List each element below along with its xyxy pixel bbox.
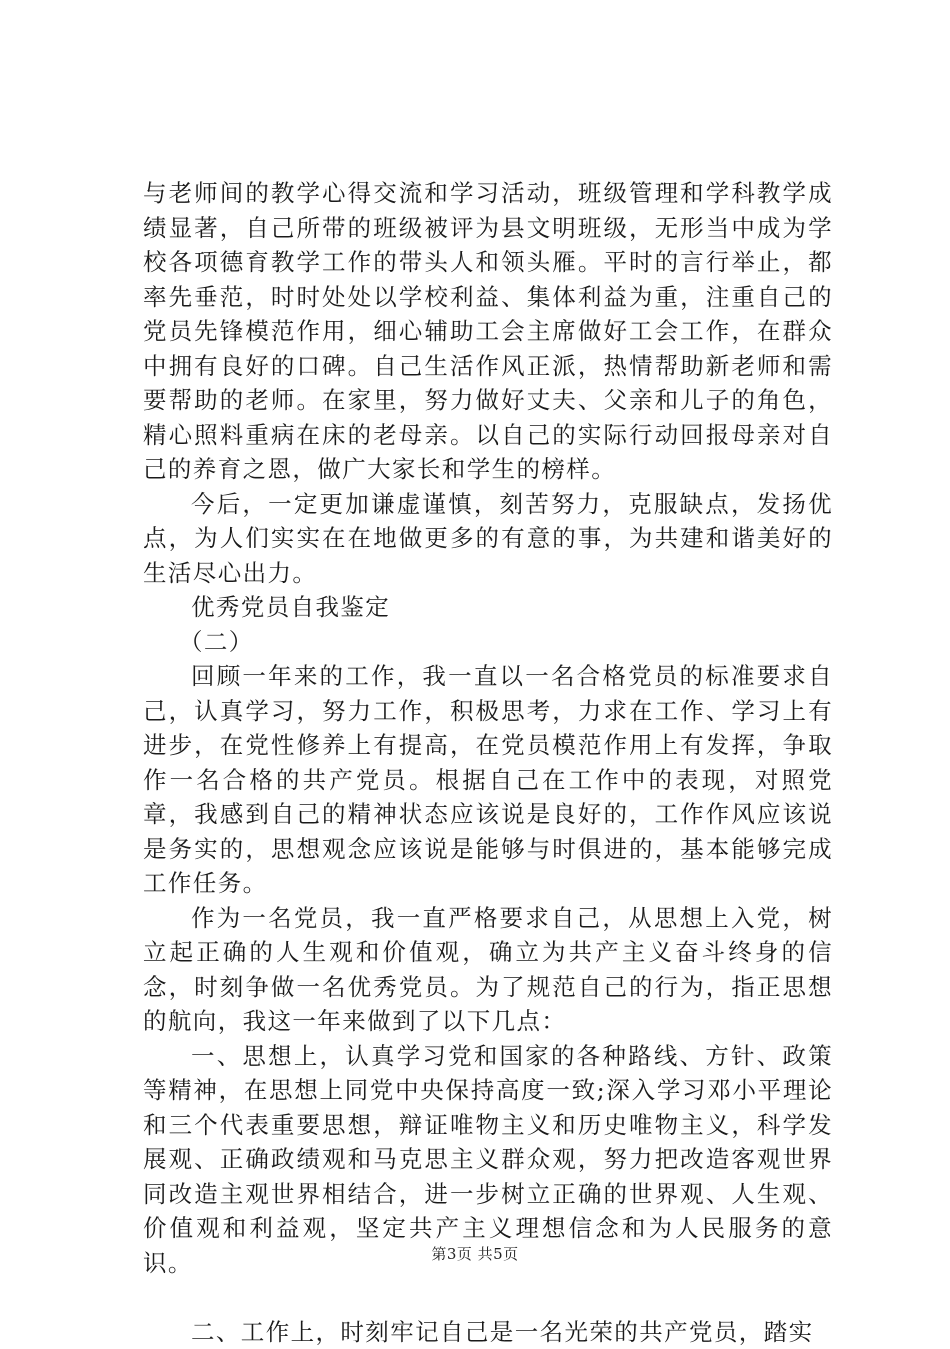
paragraph-continuation: 与老师间的教学心得交流和学习活动，班级管理和学科教学成绩显著，自己所带的班级被评为县文明班级，无形当中成为学校各项德育教学工作的带头人和领头雁。平时的言行举止，都率先垂范，时时处处以学校利益、集体利益为重，注重自己的党员先锋模范作用，细心辅助工会主席做好工会工作，在群众中拥有良好的口碑。自己生活作风正派，热情帮助新老师和需要帮助的老师。在家里，努力做好丈夫、父亲和儿子的角色，精心照料重病在床的老母亲。以自己的实际行动回报母亲对自己的养育之恩，做广大家长和学生的榜样。 [143,176,833,487]
paragraph-gap [143,1280,833,1315]
page-footer: 第3页 共5页 [0,1243,950,1264]
paragraph-review: 回顾一年来的工作，我一直以一名合格党员的标准要求自己，认真学习，努力工作，积极思考，力求在工作、学习上有进步，在党性修养上有提高，在党员模范作用上有发挥，争取作一名合格的共产党员。根据自己在工作中的表现，对照党章，我感到自己的精神状态应该说是良好的，工作作风应该说是务实的，思想观念应该说是能够与时俱进的，基本能够完成工作任务。 [143,659,833,901]
paragraph-point-two: 二、工作上，时刻牢记自己是一名光荣的共产党员，踏实 [143,1315,833,1349]
paragraph-point-one: 一、思想上，认真学习党和国家的各种路线、方针、政策等精神，在思想上同党中央保持高度一致;深入学习邓小平理论和三个代表重要思想，辩证唯物主义和历史唯物主义，科学发展观、正确政绩观和马克思主义群众观，努力把改造客观世界同改造主观世界相结合，进一步树立正确的世界观、人生观、价值观和利益观，坚定共产主义理想信念和为人民服务的意识。 [143,1039,833,1281]
document-body [143,176,833,1349]
paragraph-party-member: 作为一名党员，我一直严格要求自己，从思想上入党，树立起正确的人生观和价值观，确立为共产主义奋斗终身的信念，时刻争做一名优秀党员。为了规范自己的行为，指正思想的航向，我这一年来做到了以下几点： [143,901,833,1039]
section-title: 优秀党员自我鉴定 [143,590,833,625]
paragraph-future-commitment: 今后，一定更加谦虚谨慎，刻苦努力，克服缺点，发扬优点，为人们实实在在地做更多的有意的事，为共建和谐美好的生活尽心出力。 [143,487,833,591]
section-number: （二） [143,625,833,660]
